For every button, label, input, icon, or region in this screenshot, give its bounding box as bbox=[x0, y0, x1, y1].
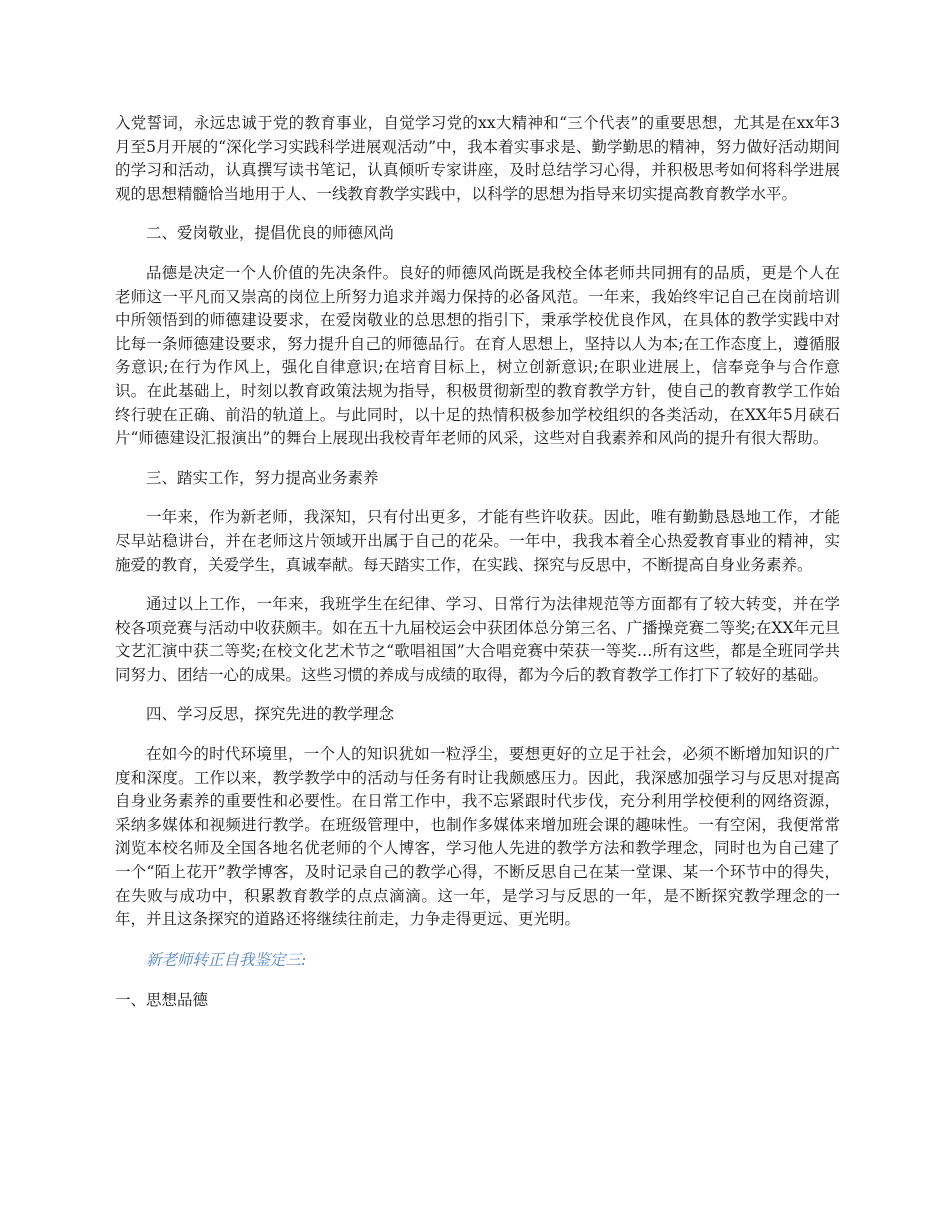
section2-paragraph: 品德是决定一个人价值的先决条件。良好的师德风尚既是我校全体老师共同拥有的品质，更是个人在老师这一平凡而又崇高的岗位上所努力追求并竭力保持的必备风范。一年来，我始终牢记自己在岗前培训中所领悟到的师德建设要求，在爱岗敬业的总思想的指引下，秉承学校优良作风，在具体的教学实践中对比每一条师德建设要求，努力提升自己的师德品行。在育人思想上，坚持以人为本;在工作态度上，遵循服务意识;在行为作风上，强化自律意识;在培育目标上，树立创新意识;在职业进展上，信奉竞争与合作意识。在此基础上，时刻以教育政策法规为指导，积极贯彻新型的教育教学方针，使自己的教育教学工作始终行驶在正确、前沿的轨道上。与此同时，以十足的热情积极参加学校组织的各类活动，在XX年5月硖石片“师德建设汇报演出”的舞台上展现出我校青年老师的风采，这些对自我素养和风尚的提升有很大帮助。 bbox=[115, 263, 840, 448]
section2-heading: 二、爱岗敬业，提倡优良的师德风尚 bbox=[146, 224, 395, 243]
section4-paragraph: 在如今的时代环境里，一个人的知识犹如一粒浮尘，要想更好的立足于社会，必须不断增加知识的广度和深度。工作以来，教学教学中的活动与任务有时让我颇感压力。因此，我深感加强学习与反思对提高自身业务素养的重要性和必要性。在日常工作中，我不忘紧跟时代步伐，充分利用学校便利的网络资源，采纳多媒体和视频进行教学。在班级管理中，也制作多媒体来增加班会课的趣味性。一有空闲，我便常常浏览本校名师及全国各地名优老师的个人博客，学习他人先进的教学方法和教学理念，同时也为自己建了一个“陌上花开”教学博客，及时记录自己的教学心得，不断反思自己在某一堂课、某一个环节中的得失，在失败与成功中，积累教育教学的点点滴滴。这一年，是学习与反思的一年，是不断探究教学理念的一年，并且这条探究的道路还将继续往前走，力争走得更远、更光明。 bbox=[115, 745, 840, 929]
next-section-heading: 一、思想品德 bbox=[115, 990, 209, 1009]
document-page bbox=[115, 112, 840, 1012]
section4-heading: 四、学习反思，探究先进的教学理念 bbox=[146, 705, 395, 724]
next-section-title: 新老师转正自我鉴定三: bbox=[146, 950, 307, 969]
section3-paragraph-1: 一年来，作为新老师，我深知，只有付出更多，才能有些许收获。因此，唯有勤勤恳恳地工作，才能尽早站稳讲台，并在老师这片领域开出属于自己的花朵。一年中，我我本着全心热爱教育事业的精神，实施爱的教育，关爱学生，真诚奉献。每天踏实工作，在实践、探究与反思中，不断提高自身业务素养。 bbox=[115, 508, 840, 574]
opening-paragraph: 入党誓词，永远忠诚于党的教育事业，自觉学习党的xx大精神和“三个代表”的重要思想，尤其是在xx年3月至5月开展的“深化学习实践科学进展观活动”中，我本着实事求是、勤学勤思的精神，努力做好活动期间的学习和活动，认真撰写读书笔记，认真倾听专家讲座，及时总结学习心得，并积极思考如何将科学进展观的思想精髓恰当地用于人、一线教育教学实践中，以科学的思想为指导来切实提高教育教学水平。 bbox=[115, 114, 840, 203]
section3-paragraph-2: 通过以上工作，一年来，我班学生在纪律、学习、日常行为法律规范等方面都有了较大转变，并在学校各项竞赛与活动中收获颇丰。如在五十九届校运会中获团体总分第三名、广播操竞赛二等奖;在XX年元旦文艺汇演中获二等奖;在校文化艺术节之“歌唱祖国”大合唱竞赛中荣获一等奖…所有这些，都是全班同学共同努力、团结一心的成果。这些习惯的养成与成绩的取得，都为今后的教育教学工作打下了较好的基础。 bbox=[115, 595, 840, 684]
section3-heading: 三、踏实工作，努力提高业务素养 bbox=[146, 468, 379, 487]
